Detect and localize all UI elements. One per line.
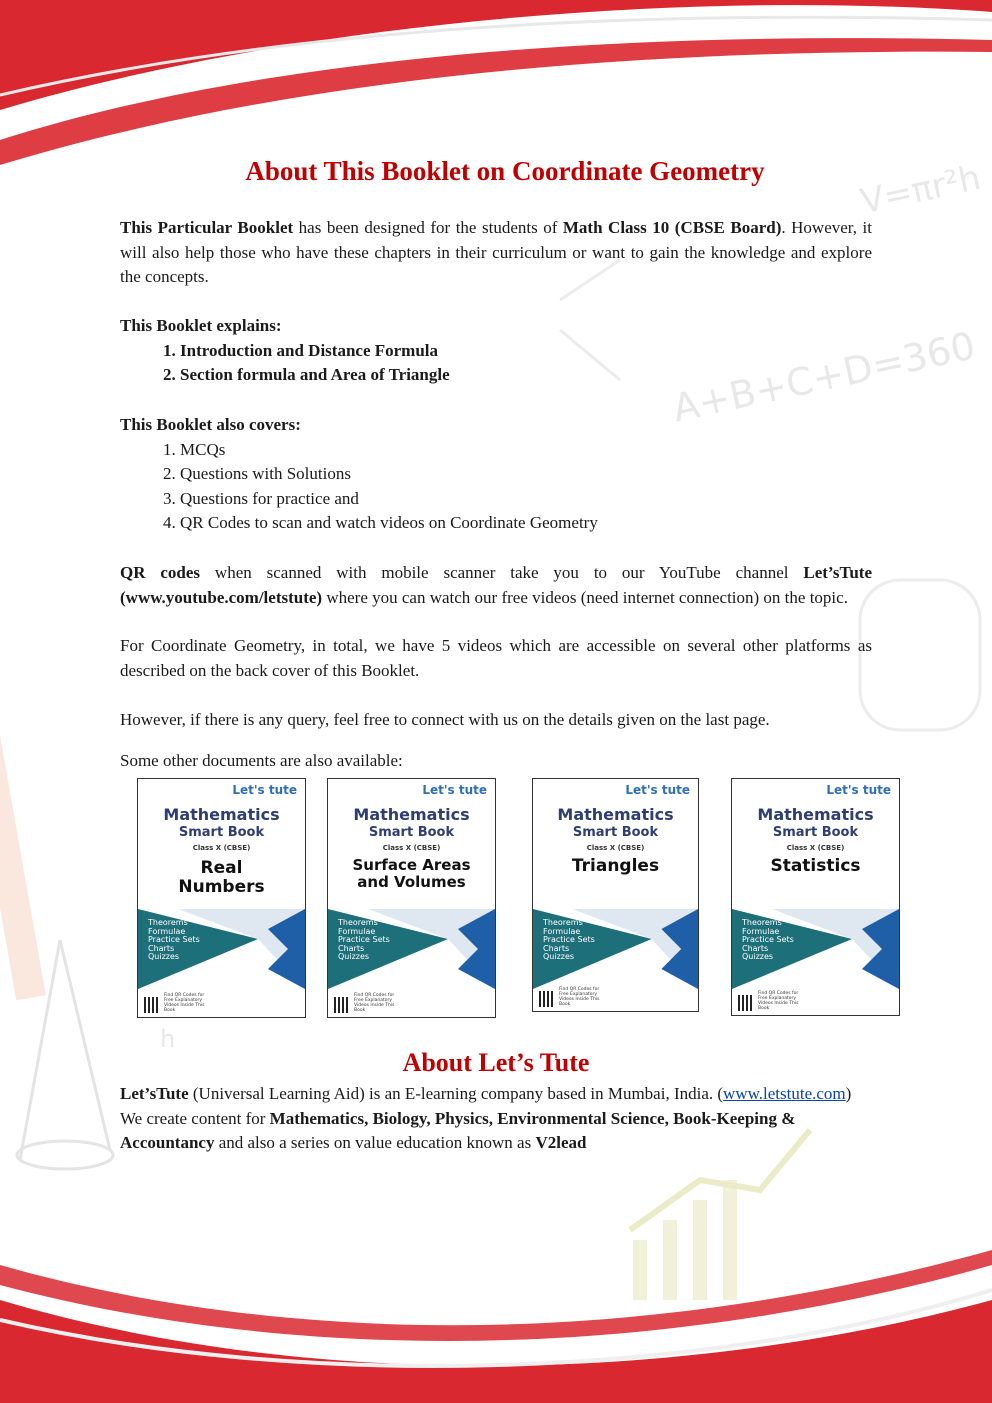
- watermark-formula-volume: V=πr²h: [857, 157, 985, 223]
- covers-section: [120, 413, 872, 536]
- intro-text: has been designed for the students of: [293, 218, 563, 237]
- list-item: 1. MCQs: [180, 438, 872, 463]
- book-brand: Let's tute: [422, 783, 487, 797]
- about-text: (Universal Learning Aid) is an E-learning company based in Mumbai, India. (: [188, 1084, 724, 1103]
- book-features: Theorems Formulae Practice Sets Charts Quizzes: [543, 918, 595, 961]
- book-cover-statistics[interactable]: [731, 778, 900, 1016]
- book-subtitle: Smart Book: [572, 825, 659, 840]
- website-link[interactable]: www.letstute.com: [723, 1084, 846, 1103]
- about-brand: Let’sTute: [120, 1084, 189, 1103]
- book-features: Theorems Formulae Practice Sets Charts Quizzes: [338, 918, 390, 961]
- intro-bold-class: Math Class 10 (CBSE Board): [562, 218, 782, 237]
- book-subtitle: Smart Book: [772, 825, 859, 840]
- book-qr-note: Find QR Codes for Free Explanatory Videos Inside This Book: [354, 993, 395, 1013]
- about-paragraph: [120, 1082, 872, 1156]
- videos-paragraph: For Coordinate Geometry, in total, we have 5 videos which are accessible on several other platforms as described on the back cover of this Booklet.: [120, 636, 872, 680]
- book-cover-triangles[interactable]: [532, 778, 699, 1012]
- about-subjects: Mathematics, Biology, Physics, Environmental Science, Book-Keeping & Accountancy: [120, 1108, 796, 1152]
- book-brand: Let's tute: [625, 783, 690, 797]
- book-brand: Let's tute: [232, 783, 297, 797]
- book-qr-note: Find QR Codes for Free Explanatory Videos Inside This Book: [758, 991, 799, 1011]
- book-class: Class X (CBSE): [786, 844, 845, 852]
- book-class: Class X (CBSE): [586, 844, 645, 852]
- qr-code-icon: [144, 997, 160, 1013]
- book-cover-real-numbers[interactable]: [137, 778, 306, 1018]
- intro-paragraph: [120, 216, 872, 290]
- book-series: Mathematics: [757, 805, 874, 824]
- book-title: Statistics: [770, 856, 861, 876]
- book-series: Mathematics: [163, 805, 280, 824]
- intro-bold-lead: This Particular Booklet: [120, 218, 294, 237]
- book-title: Surface Areas and Volumes: [352, 856, 471, 891]
- book-title: Triangles: [571, 856, 660, 876]
- query-paragraph: However, if there is any query, feel free to connect with us on the details given on the last page.: [120, 710, 770, 729]
- book-subtitle: Smart Book: [368, 825, 455, 840]
- channel-bold: Let’sTute (www.youtube.com/letstute): [120, 563, 872, 607]
- covers-list: [120, 438, 872, 536]
- about-v2lead: V2lead: [535, 1133, 587, 1152]
- about-text-2: ) We create content for: [120, 1084, 852, 1128]
- qr-bold: QR codes: [120, 563, 201, 582]
- book-class: Class X (CBSE): [192, 844, 251, 852]
- page-title: About This Booklet on Coordinate Geometry: [245, 156, 765, 186]
- about-heading: About Let’s Tute: [402, 1048, 590, 1077]
- list-item: 4. QR Codes to scan and watch videos on Coordinate Geometry: [180, 511, 872, 536]
- qr-code-icon: [334, 997, 350, 1013]
- watermark-formula-angles: A+B+C+D=360: [668, 323, 979, 431]
- qr-text-rest: where you can watch our free videos (need internet connection) on the topic.: [322, 587, 848, 607]
- book-class: Class X (CBSE): [382, 844, 441, 852]
- book-subtitle: Smart Book: [178, 825, 265, 840]
- book-cover-surface-areas[interactable]: [327, 778, 496, 1018]
- about-text-3: and also a series on value education known as: [214, 1133, 536, 1152]
- explains-list: [120, 339, 872, 388]
- book-features: Theorems Formulae Practice Sets Charts Quizzes: [742, 918, 794, 961]
- qr-paragraph: [120, 561, 872, 610]
- book-series: Mathematics: [557, 805, 674, 824]
- qr-code-icon: [738, 995, 754, 1011]
- book-features: Theorems Formulae Practice Sets Charts Quizzes: [148, 918, 200, 961]
- qr-text: when scanned with mobile scanner take you to our YouTube channel: [200, 563, 804, 582]
- covers-label: This Booklet also covers:: [120, 415, 301, 434]
- intro-text-rest: . However, it will also help those who have these chapters in their curriculum or want to gain the knowledge and explore the concepts.: [120, 218, 872, 286]
- list-item: 2. Questions with Solutions: [180, 462, 872, 487]
- explains-label: This Booklet explains:: [120, 316, 282, 335]
- book-title: Real Numbers: [178, 858, 265, 897]
- list-item: 2. Section formula and Area of Triangle: [180, 363, 872, 388]
- list-item: 3. Questions for practice and: [180, 487, 872, 512]
- qr-code-icon: [539, 991, 555, 1007]
- book-qr-note: Find QR Codes for Free Explanatory Videos Inside This Book: [164, 993, 205, 1013]
- book-series: Mathematics: [353, 805, 470, 824]
- other-docs-label: Some other documents are also available:: [120, 751, 403, 770]
- book-covers: [137, 778, 902, 1018]
- book-brand: Let's tute: [826, 783, 891, 797]
- explains-section: [120, 314, 872, 388]
- list-item: 1. Introduction and Distance Formula: [180, 339, 872, 364]
- watermark-letter-h: h: [160, 1025, 176, 1053]
- book-qr-note: Find QR Codes for Free Explanatory Videos Inside This Book: [559, 987, 600, 1007]
